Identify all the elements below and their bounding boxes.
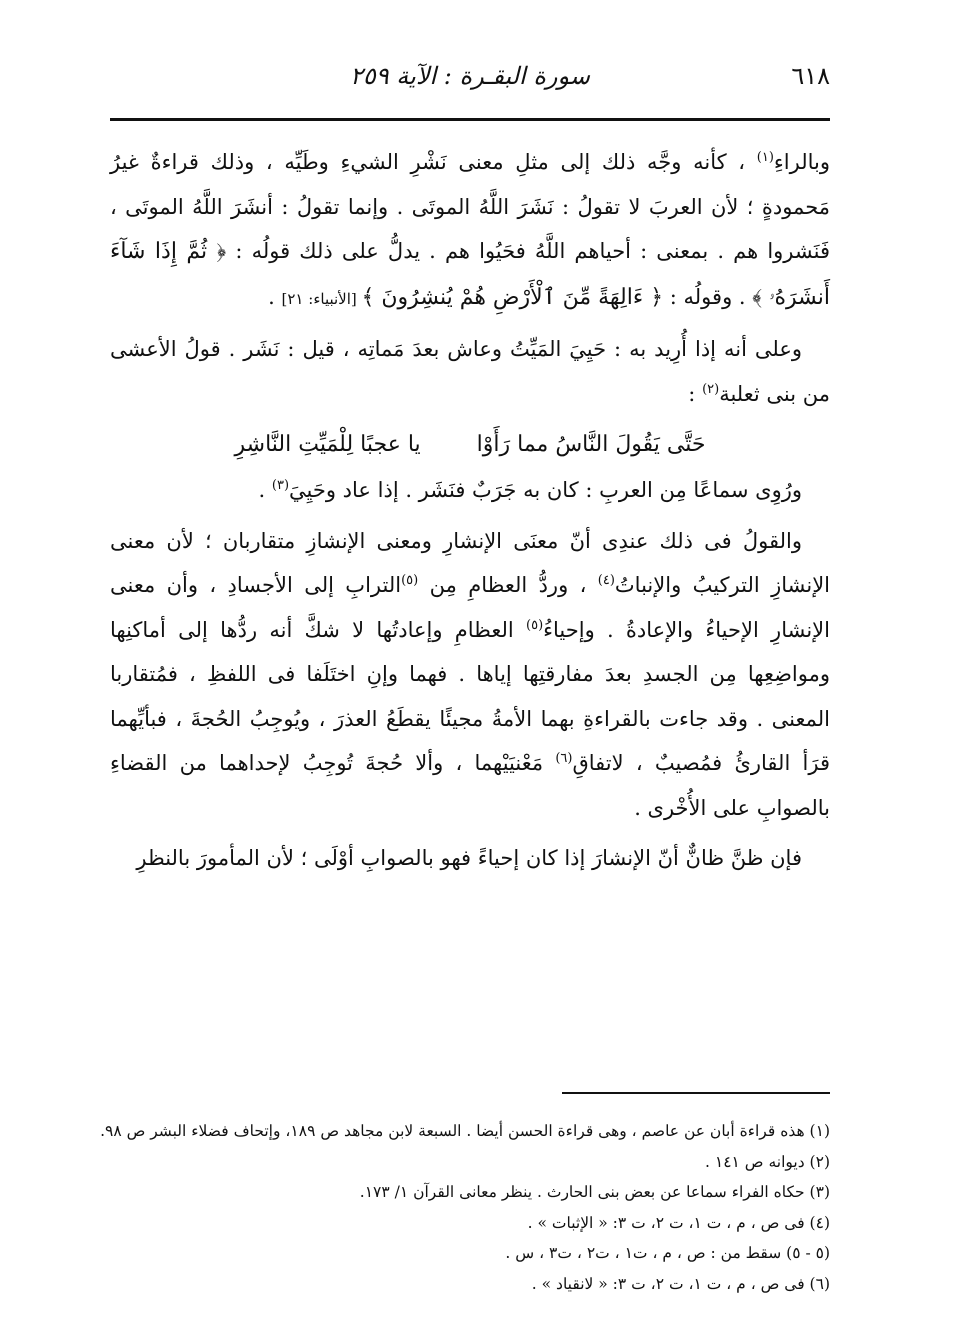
quran-reference: [الأنبياء: ٢١] xyxy=(281,289,362,308)
paragraph-4-text-a: والقولُ فى ذلك عندِى أنّ معنَى الإنشارِ ومعنى الإنشازِ متقاربان ؛ لأن معنى الإنشازِ التركيبُ والإنباتُ xyxy=(110,528,831,597)
quran-quote-1: ﴿ ثُمَّ إِذَا شَآءَ أَنشَرَهُۥ ﴾ xyxy=(110,239,830,310)
footnote-2: (٢) ديوانه ص ١٤١ . xyxy=(705,1152,830,1171)
footnote-5: (٥ - ٥) سقط من : ص ، م ، ت١ ، ت٢ ، ت٣ ، س . xyxy=(505,1244,830,1262)
verse-first-hemistich: حَتَّى يَقُولَ النَّاسُ مما رَأَوْا xyxy=(476,432,706,457)
paragraph-4 xyxy=(110,519,830,831)
footnote-marker-1: (١) xyxy=(756,150,774,165)
footnote-3: (٣) حكاه الفراء سماعا عن بعض بنى الحارث . ينظر معانى القرآن ١/ ١٧٣. xyxy=(359,1183,830,1201)
footnote-marker-5-start: (٥) xyxy=(401,573,419,588)
paragraph-2-text-b: : xyxy=(688,381,703,406)
paragraph-1-text-d: . xyxy=(268,284,282,309)
paragraph-2 xyxy=(110,327,830,416)
footnote-marker-3: (٣) xyxy=(271,478,290,493)
running-title: سورة البقـرة : الآية ٢٥٩ xyxy=(349,62,591,90)
paragraph-4-text-e: مَعْنيَيْهما ، وألا حُجةَ تُوجِبُ لإحداهما من القضاءِ بالصوابِ على الأُخْرى . xyxy=(110,751,830,820)
page-number: ٦١٨ xyxy=(791,62,830,90)
header-divider xyxy=(110,118,830,121)
footnote-divider xyxy=(562,1092,830,1094)
quran-quote-2: ﴿ ءَالِهَةً مِّنَ ٱلْأَرْضِ هُمْ يُنشِرُونَ ﴾ xyxy=(361,284,664,310)
footnote-1: (١) هذه قراءة أبان عن عاصم ، وهى قراءة الحسن أيضا . السبعة لابن مجاهد ص ١٨٩، وإتحاف فضلاء البشر ص ٩٨. xyxy=(100,1122,830,1140)
footnote-marker-2: (٢) xyxy=(702,381,720,397)
paragraph-3 xyxy=(110,468,830,513)
paragraph-1 xyxy=(110,140,830,321)
paragraph-3-text-a: ورُوِى سماعًا مِن العربِ : كان به جَرَبٌ فنَشَر . إذا عاد وحَيِيَ xyxy=(289,478,802,502)
footnote-6: (٦) فى ص ، م ، ت ١، ت ٢، ت ٣: « لانقياد » . xyxy=(531,1274,830,1293)
footnotes xyxy=(100,1116,830,1299)
footnote-marker-6: (٦) xyxy=(555,751,573,766)
main-text xyxy=(110,140,830,887)
paragraph-4-text-d: العظامِ وإعادتُها لا شكَّ أنه ردُّها إلى أماكنِها ومواضِعِها مِن الجسدِ بعدَ مفارقتِها إياها . فهما وإنِ اختَلَفا فى اللفظِ ، فمُتقاربا المعنى . وقد جاءت بالقراءةِ بهما الأمةُ مجيئًا يقطَعُ العذرَ ، ويُوجِبُ الحُجةَ ، فبأيِّهما قرَأ القارئُ فمُصيبٌ ، لاتفاقِ xyxy=(110,617,830,775)
verse-second-hemistich: يا عجبًا لِلْمَيِّتِ النَّاشِرِ xyxy=(234,432,421,457)
paragraph-2-text-a: وعلى أنه إذا أُرِيد به : حَيِيَ المَيِّتُ وعاش بعدَ مَماتِه ، قيل : نَشَر . قولُ الأعشى من بنى ثعلبة xyxy=(110,337,830,406)
paragraph-3-text-b: . xyxy=(258,478,272,502)
paragraph-5: فإن ظنَّ ظانٌّ أنّ الإنشارَ إذا كان إحياءً فهو بالصوابِ أوْلَى ؛ لأن المأمورَ بالنظرِ xyxy=(136,846,802,870)
footnote-marker-5-end: (٥) xyxy=(526,617,544,633)
paragraph-1-text-b: ، كأنه وجَّه ذلك إلى مثلِ معنى نَشْرِ الشيءِ وطَيِّه ، وذلك قراءةٌ غيرُ مَحمودةٍ ؛ لأن العربَ لا تقولُ : نَشَرَ اللَّهُ الموتَى . وإنما تقولُ : أنشَرَ اللَّهُ الموتَى ، فَنَشروا هم . بمعنى : أحياهم اللَّهُ فحَيُوا هم . يدلُّ على ذلك قولُه : xyxy=(110,150,830,263)
footnote-4: (٤) فى ص ، م ، ت ١، ت ٢، ت ٣: « الإثبات » . xyxy=(527,1213,830,1232)
paragraph-1-text-c: . وقولُه : xyxy=(663,284,753,309)
poetry-verse xyxy=(110,422,830,468)
page-header xyxy=(110,40,830,110)
book-page xyxy=(100,40,831,1293)
paragraph-4-text-c: الترابِ إلى الأجسادِ ، وأن معنى الإنشارِ الإحياءُ والإعادةُ . وإحياءُ xyxy=(110,573,830,642)
paragraph-4-text-b: ، وردُّ العظامِ مِن xyxy=(418,573,598,597)
footnote-marker-4: (٤) xyxy=(597,573,615,588)
paragraph-1-text-a: وبالراءِ xyxy=(773,150,830,174)
